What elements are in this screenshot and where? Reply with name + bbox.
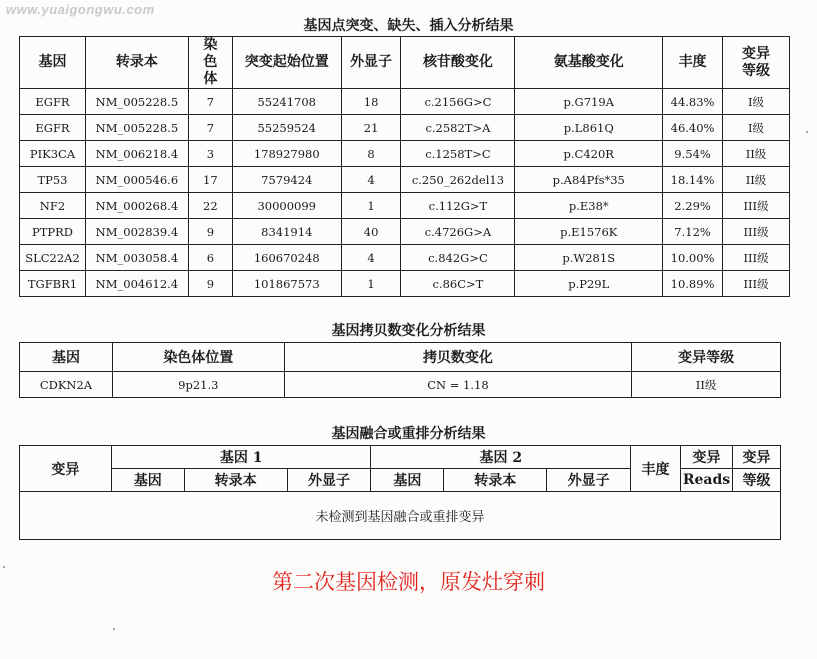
mutation-cell: EGFR bbox=[20, 89, 86, 115]
mutation-cell: 7 bbox=[188, 89, 232, 115]
mutation-header-cell: 变异等级 bbox=[723, 37, 790, 89]
cnv-cell: II级 bbox=[632, 372, 781, 398]
mutation-header-cell: 核苷酸变化 bbox=[401, 37, 515, 89]
mutation-cell: NM_004612.4 bbox=[85, 271, 188, 297]
mutation-cell: c.86C>T bbox=[401, 271, 515, 297]
mutation-row bbox=[20, 245, 790, 271]
mutation-cell: 4 bbox=[341, 245, 401, 271]
mutation-cell: SLC22A2 bbox=[20, 245, 86, 271]
mutation-cell: p.E38* bbox=[515, 193, 663, 219]
cnv-header-cell: 拷贝数变化 bbox=[284, 343, 631, 372]
fusion-header-reads-top: 变异 bbox=[681, 446, 733, 469]
mutation-cell: 40 bbox=[341, 219, 401, 245]
mutation-header-cell: 转录本 bbox=[85, 37, 188, 89]
mutation-cell: p.G719A bbox=[515, 89, 663, 115]
mutation-cell: 8341914 bbox=[232, 219, 341, 245]
mutation-cell: 178927980 bbox=[232, 141, 341, 167]
mutation-row bbox=[20, 115, 790, 141]
cnv-header-cell: 变异等级 bbox=[632, 343, 781, 372]
fusion-header-level-top: 变异 bbox=[733, 446, 781, 469]
mutation-header-row bbox=[20, 37, 790, 89]
mutation-cell: 1 bbox=[341, 271, 401, 297]
cnv-header-cell: 基因 bbox=[20, 343, 113, 372]
mutation-cell: 9 bbox=[188, 271, 232, 297]
mutation-cell: 22 bbox=[188, 193, 232, 219]
mutation-cell: 55241708 bbox=[232, 89, 341, 115]
mutation-cell: 7579424 bbox=[232, 167, 341, 193]
scan-speck bbox=[806, 131, 808, 133]
mutation-cell: NM_005228.5 bbox=[85, 115, 188, 141]
mutation-cell: 6 bbox=[188, 245, 232, 271]
mutation-cell: III级 bbox=[723, 193, 790, 219]
mutation-cell: 10.89% bbox=[663, 271, 723, 297]
mutation-cell: NM_000546.6 bbox=[85, 167, 188, 193]
cnv-header-row bbox=[20, 343, 781, 372]
mutation-cell: III级 bbox=[723, 271, 790, 297]
mutation-cell: p.P29L bbox=[515, 271, 663, 297]
scan-speck bbox=[113, 628, 115, 630]
mutation-row bbox=[20, 141, 790, 167]
fusion-header-gene1: 基因 1 bbox=[111, 446, 371, 469]
fusion-header-gene2: 基因 2 bbox=[371, 446, 631, 469]
mutation-cell: II级 bbox=[723, 141, 790, 167]
mutation-cell: 8 bbox=[341, 141, 401, 167]
mutation-header-cell: 丰度 bbox=[663, 37, 723, 89]
fusion-table bbox=[19, 445, 781, 540]
mutation-cell: NM_000268.4 bbox=[85, 193, 188, 219]
mutation-cell: PTPRD bbox=[20, 219, 86, 245]
mutation-cell: 101867573 bbox=[232, 271, 341, 297]
fusion-header-abundance: 丰度 bbox=[631, 446, 681, 492]
mutation-header-cell: 突变起始位置 bbox=[232, 37, 341, 89]
mutation-cell: c.2582T>A bbox=[401, 115, 515, 141]
mutation-cell: TGFBR1 bbox=[20, 271, 86, 297]
mutation-cell: 7.12% bbox=[663, 219, 723, 245]
fusion-subheader-cell: 外显子 bbox=[547, 469, 631, 492]
mutation-cell: 17 bbox=[188, 167, 232, 193]
mutation-cell: p.A84Pfs*35 bbox=[515, 167, 663, 193]
mutation-cell: III级 bbox=[723, 219, 790, 245]
mutation-cell: 160670248 bbox=[232, 245, 341, 271]
cnv-cell: CDKN2A bbox=[20, 372, 113, 398]
mutation-row bbox=[20, 193, 790, 219]
mutation-cell: 9.54% bbox=[663, 141, 723, 167]
mutation-section-title: 基因点突变、缺失、插入分析结果 bbox=[303, 18, 514, 34]
fusion-subheader-cell: 转录本 bbox=[444, 469, 547, 492]
cnv-cell: 9p21.3 bbox=[112, 372, 284, 398]
fusion-subheader-cell: 转录本 bbox=[184, 469, 287, 492]
mutation-cell: PIK3CA bbox=[20, 141, 86, 167]
mutation-cell: c.4726G>A bbox=[401, 219, 515, 245]
cnv-header-cell: 染色体位置 bbox=[112, 343, 284, 372]
fusion-header-variant: 变异 bbox=[20, 446, 112, 492]
mutation-cell: TP53 bbox=[20, 167, 86, 193]
mutation-cell: 1 bbox=[341, 193, 401, 219]
mutation-cell: c.112G>T bbox=[401, 193, 515, 219]
caption: 第二次基因检测，原发灶穿刺 bbox=[272, 570, 545, 594]
mutation-cell: 44.83% bbox=[663, 89, 723, 115]
mutation-cell: c.1258T>C bbox=[401, 141, 515, 167]
mutation-cell: 9 bbox=[188, 219, 232, 245]
fusion-subheader-cell: 外显子 bbox=[287, 469, 371, 492]
mutation-cell: III级 bbox=[723, 245, 790, 271]
mutation-cell: 18 bbox=[341, 89, 401, 115]
mutation-header-cell: 染色体 bbox=[188, 37, 232, 89]
cnv-table bbox=[19, 342, 781, 398]
mutation-cell: NM_005228.5 bbox=[85, 89, 188, 115]
mutation-row bbox=[20, 219, 790, 245]
fusion-section-title: 基因融合或重排分析结果 bbox=[331, 426, 486, 442]
mutation-cell: c.2156G>C bbox=[401, 89, 515, 115]
fusion-subheader-cell: 基因 bbox=[371, 469, 444, 492]
mutation-cell: 2.29% bbox=[663, 193, 723, 219]
mutation-row bbox=[20, 167, 790, 193]
mutation-cell: p.C420R bbox=[515, 141, 663, 167]
fusion-header-reads-bottom: Reads bbox=[681, 469, 733, 492]
mutation-cell: I级 bbox=[723, 89, 790, 115]
mutation-cell: c.842G>C bbox=[401, 245, 515, 271]
mutation-cell: p.L861Q bbox=[515, 115, 663, 141]
scan-speck bbox=[3, 566, 5, 568]
mutation-cell: EGFR bbox=[20, 115, 86, 141]
mutation-cell: 3 bbox=[188, 141, 232, 167]
mutation-header-cell: 氨基酸变化 bbox=[515, 37, 663, 89]
mutation-cell: 46.40% bbox=[663, 115, 723, 141]
mutation-cell: II级 bbox=[723, 167, 790, 193]
mutation-cell: 21 bbox=[341, 115, 401, 141]
mutation-header-cell: 基因 bbox=[20, 37, 86, 89]
mutation-cell: 4 bbox=[341, 167, 401, 193]
mutation-cell: 55259524 bbox=[232, 115, 341, 141]
fusion-header-level-bottom: 等级 bbox=[733, 469, 781, 492]
mutation-cell: 30000099 bbox=[232, 193, 341, 219]
mutation-cell: 18.14% bbox=[663, 167, 723, 193]
cnv-section-title: 基因拷贝数变化分析结果 bbox=[331, 323, 486, 339]
mutation-cell: 7 bbox=[188, 115, 232, 141]
cnv-cell: CN = 1.18 bbox=[284, 372, 631, 398]
mutation-cell: p.E1576K bbox=[515, 219, 663, 245]
mutation-header-cell: 外显子 bbox=[341, 37, 401, 89]
mutation-cell: c.250_262del13 bbox=[401, 167, 515, 193]
mutation-table bbox=[19, 36, 790, 297]
fusion-subheader-cell: 基因 bbox=[111, 469, 184, 492]
mutation-cell: NM_003058.4 bbox=[85, 245, 188, 271]
mutation-cell: NM_002839.4 bbox=[85, 219, 188, 245]
mutation-cell: 10.00% bbox=[663, 245, 723, 271]
site-watermark: www.yuaigongwu.com bbox=[6, 2, 155, 17]
mutation-row bbox=[20, 89, 790, 115]
mutation-cell: I级 bbox=[723, 115, 790, 141]
mutation-cell: NF2 bbox=[20, 193, 86, 219]
fusion-none-message: 未检测到基因融合或重排变异 bbox=[20, 492, 781, 540]
mutation-row bbox=[20, 271, 790, 297]
mutation-cell: p.W281S bbox=[515, 245, 663, 271]
cnv-row bbox=[20, 372, 781, 398]
mutation-cell: NM_006218.4 bbox=[85, 141, 188, 167]
